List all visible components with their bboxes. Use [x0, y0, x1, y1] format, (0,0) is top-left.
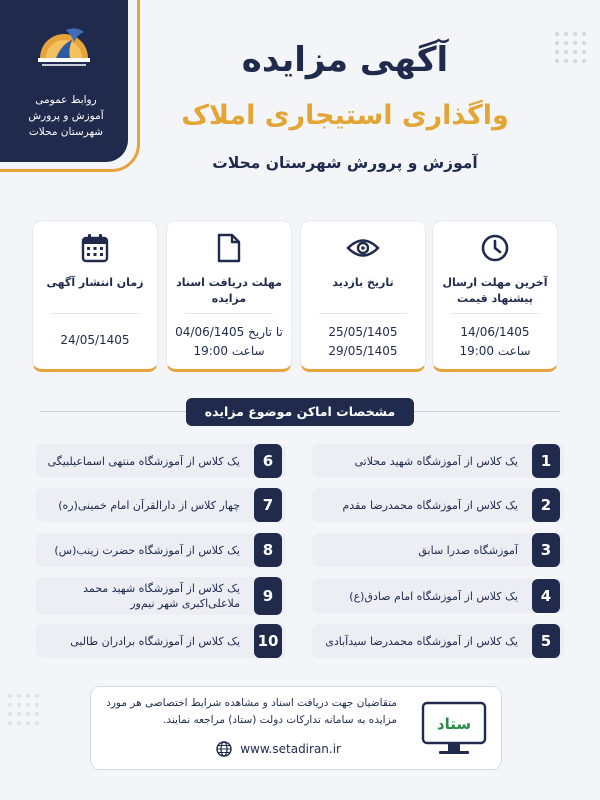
setad-logo-text: ستاد [436, 715, 472, 733]
section-title: مشخصات اماکن موضوع مزایده [186, 398, 414, 426]
item-number: 9 [254, 577, 282, 615]
card-value: ساعت 19:00 [459, 344, 531, 358]
list-item [312, 444, 564, 478]
card-visit-date [300, 220, 426, 372]
item-number: 10 [254, 624, 282, 658]
card-title: مهلت دریافت اسناد مزایده [176, 276, 282, 305]
card-value: 24/05/1405 [60, 333, 130, 347]
list-item [36, 577, 286, 615]
card-value: 25/05/1405 [328, 325, 398, 339]
item-text: آموزشگاه صدرا سابق [418, 543, 518, 557]
setad-info-box [90, 686, 502, 770]
card-documents-deadline [166, 220, 292, 372]
item-text: یک کلاس از آموزشگاه شهید محمد ملاعلی‌اکبری شهر نیم‌ور [83, 582, 240, 610]
item-number: 5 [532, 624, 560, 658]
item-number: 4 [532, 579, 560, 613]
setad-link[interactable] [216, 741, 341, 757]
setad-instructions: متقاضیان جهت دریافت اسناد و مشاهده شرایط اختصاصی هر مورد مزایده به سامانه تدارکات دولت (ستاد) مراجعه نمایند. [106, 697, 397, 726]
item-text: یک کلاس از آموزشگاه حضرت زینب(س) [54, 543, 240, 557]
card-title: آخرین مهلت ارسال پیشنهاد قیمت [442, 276, 548, 305]
item-text: یک کلاس از آموزشگاه محمدرضا مقدم [342, 498, 518, 512]
org-line: آموزش و پرورش [28, 110, 104, 122]
card-title: زمان انتشار آگهی [46, 276, 144, 289]
page-title: آگهی مزایده [241, 40, 449, 80]
decorative-dots [555, 32, 586, 63]
list-item [36, 533, 286, 567]
monitor-icon [421, 701, 487, 757]
card-title: تاریخ بازدید [332, 276, 394, 289]
org-line: روابط عمومی [35, 94, 97, 106]
item-number: 8 [254, 533, 282, 567]
list-item [36, 488, 286, 522]
item-number: 6 [254, 444, 282, 478]
org-line: شهرستان محلات [28, 126, 104, 138]
page-subtitle: واگذاری استیجاری املاک [181, 100, 509, 131]
card-value: ساعت 19:00 [193, 344, 265, 358]
list-item [312, 488, 564, 522]
list-item [36, 444, 286, 478]
card-publish-date [32, 220, 158, 372]
eye-icon [346, 233, 380, 263]
item-text: یک کلاس از آموزشگاه منتهی اسماعیلبیگی [47, 454, 240, 468]
list-item [36, 624, 286, 658]
organization-title: آموزش و پرورش شهرستان محلات [212, 154, 478, 172]
item-text: یک کلاس از آموزشگاه شهید محلاتی [354, 454, 518, 468]
card-bid-deadline [432, 220, 558, 372]
item-text: چهار کلاس از دارالقرآن امام خمینی(ره) [58, 498, 240, 512]
decorative-dots [8, 694, 39, 725]
divider [319, 313, 407, 314]
item-number: 2 [532, 488, 560, 522]
item-text: یک کلاس از آموزشگاه امام صادق(ع) [349, 589, 518, 603]
card-value: 14/06/1405 [460, 325, 530, 339]
item-text: یک کلاس از آموزشگاه محمدرضا سیدآبادی [325, 634, 518, 648]
globe-icon [216, 741, 232, 757]
document-icon [216, 233, 242, 263]
list-item [312, 579, 564, 613]
divider [451, 313, 539, 314]
card-value: 29/05/1405 [328, 344, 398, 358]
item-number: 3 [532, 533, 560, 567]
clock-icon [480, 233, 510, 263]
list-item [312, 533, 564, 567]
item-number: 7 [254, 488, 282, 522]
org-name [8, 92, 124, 140]
org-logo-icon [32, 18, 96, 72]
divider [185, 313, 273, 314]
divider [51, 313, 139, 314]
list-item [312, 624, 564, 658]
item-number: 1 [532, 444, 560, 478]
setad-url-text[interactable]: www.setadiran.ir [240, 742, 341, 756]
card-value: تا تاریخ 04/06/1405 [175, 325, 283, 339]
item-text: یک کلاس از آموزشگاه برادران طالبی [70, 634, 240, 648]
calendar-icon [81, 233, 109, 263]
